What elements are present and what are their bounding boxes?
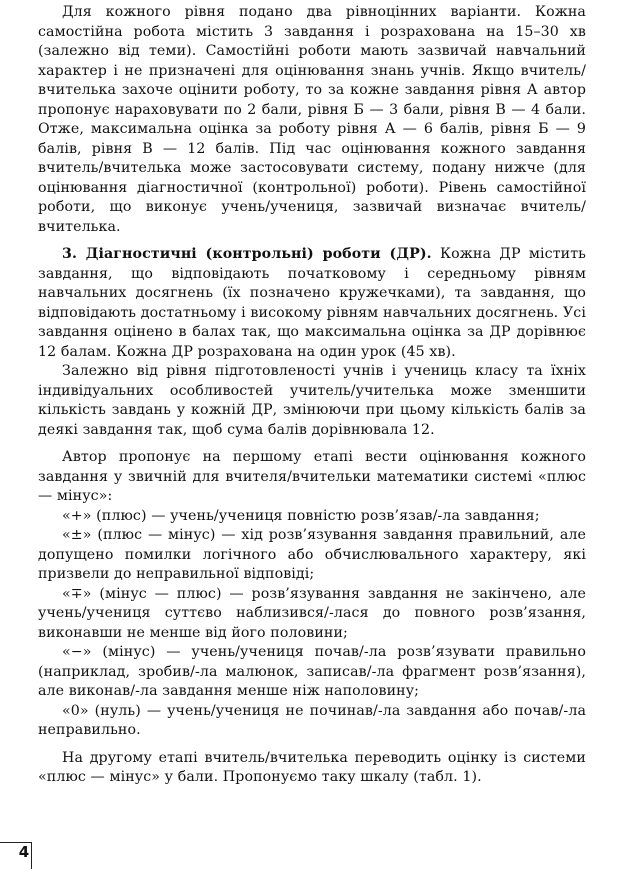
section-heading: 3. Діагностичні (контрольні) роботи (ДР). (62, 246, 432, 262)
grade-minus-plus: «∓» (мінус — плюс) — розв’язування завдання не закінчено, але учень/учениця суттєво наблизився/-лася до повного розв’язання, виконавши не менше від його половини; (38, 585, 586, 641)
footer-divider (31, 842, 32, 869)
paragraph-diagnostic-works: 3. Діагностичні (контрольні) роботи (ДР). Кожна ДР містить завдання, що відповідають початковому і середньому рівням навчальних досягнень (їх позначено кружечками), та завдання, що відповідають достатньому і високому рівням навчальних досягнень. Усі завдання оцінено в балах так, що максимальна оцінка за ДР дорівнює 12 балам. Кожна ДР розрахована на один урок (45 хв). (38, 246, 586, 360)
grade-zero: «0» (нуль) — учень/учениця не починав/-ла завдання або почав/-ла неправильно. (38, 702, 586, 738)
paragraph-adjustment: Залежно від рівня підготовленості учнів і учениць класу та їхніх індивідуальних особливостей учитель/учителька може зменшити кількість завдань у кожній ДР, змінюючи при цьому кількість балів за деякі завдання так, щоб сума балів дорівнювала 12. (38, 363, 586, 438)
page-text (38, 3, 586, 788)
paragraph-grading-system: Автор пропонує на першому етапі вести оцінювання кожного завдання у звичній для вчителя/вчительки математики системі «плюс — мінус»: (38, 449, 586, 504)
page-number: 4 (18, 843, 30, 861)
paragraph-second-stage: На другому етапі вчитель/вчителька переводить оцінку із системи «плюс — мінус» у бали. Пропонуємо таку шкалу (табл. 1). (38, 749, 586, 785)
grade-plus-minus: «±» (плюс — мінус) — хід розв’язування завдання правильний, але допущено помилки логічного або обчислювального характеру, які призвели до неправильної відповіді; (38, 527, 586, 582)
grade-plus: «+» (плюс) — учень/учениця повністю розв’язав/-ла завдання; (62, 507, 540, 524)
grade-minus: «−» (мінус) — учень/учениця почав/-ла розв’язувати правильно (наприклад, зробив/-ла малюнок, записав/-ла фрагмент розв’язання), але виконав/-ла завдання менше ніж наполовину; (38, 644, 586, 699)
paragraph-intro: Для кожного рівня подано два рівноцінних варіанти. Кожна самостійна робота містить 3 завдання і розрахована на 15–30 хв (залежно від теми). Самостійні роботи мають зазвичай навчальний характер і не призначені для оцінювання знань учнів. Якщо вчитель/вчителька захоче оцінити роботу, то за кожне завдання рівня А автор пропонує нараховувати по 2 бали, рівня Б — 3 бали, рівня В — 4 бали. Отже, максимальна оцінка за роботу рівня А — 6 балів, рівня Б — 9 балів, рівня В — 12 балів. Під час оцінювання кожного завдання вчитель/вчителька може застосовувати систему, подану нижче (для оцінювання діагностичної (контрольної) роботи). Рівень самостійної роботи, що виконує учень/учениця, зазвичай визначає вчитель/вчителька. (38, 4, 586, 235)
